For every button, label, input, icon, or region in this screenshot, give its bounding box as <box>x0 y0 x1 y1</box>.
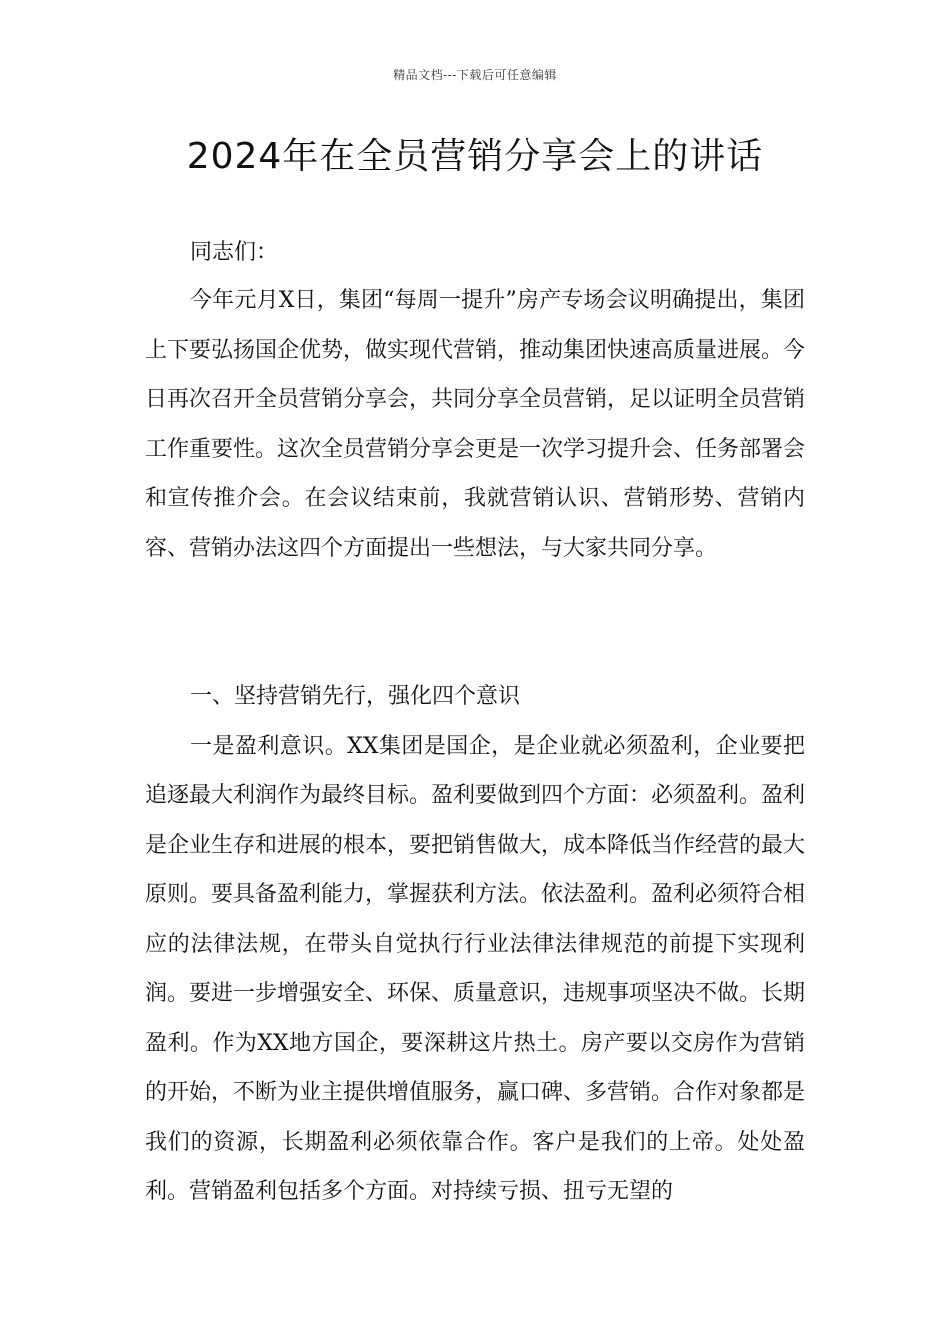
document-title: 2024年在全员营销分享会上的讲话 <box>186 136 764 177</box>
intro-paragraph: 今年元月X日，集团“每周一提升”房产专场会议明确提出，集团上下要弘扬国企优势，做实现代营销，推动集团快速高质量进展。今日再次召开全员营销分享会，共同分享全员营销，足以证明全员营销工作重要性。这次全员营销分享会更是一次学习提升会、任务部署会和宣传推介会。在会议结束前，我就营销认识、营销形势、营销内容、营销办法这四个方面提出一些想法，与大家共同分享。 <box>145 288 806 561</box>
intro-block <box>145 276 805 573</box>
section-1-block <box>145 672 805 1217</box>
section-1-paragraph: 一是盈利意识。XX集团是国企，是企业就必须盈利，企业要把追逐最大利润作为最终目标。盈利要做到四个方面：必须盈利。盈利是企业生存和进展的根本，要把销售做大，成本降低当作经营的最大原则。要具备盈利能力，掌握获利方法。依法盈利。盈利必须符合相应的法律法规，在带头自觉执行行业法律法律规范的前提下实现利润。要进一步增强安全、环保、质量意识，违规事项坚决不做。长期盈利。作为XX地方国企，要深耕这片热土。房产要以交房作为营销的开始，不断为业主提供增值服务，赢口碑、多营销。合作对象都是我们的资源，长期盈利必须依靠合作。客户是我们的上帝。处处盈利。营销盈利包括多个方面。对持续亏损、扭亏无望的 <box>145 733 806 1204</box>
header-note: 精品文档---下载后可任意编辑 <box>393 68 557 82</box>
salutation: 同志们： <box>190 240 279 265</box>
section-1-heading: 一、坚持营销先行，强化四个意识 <box>190 684 521 709</box>
